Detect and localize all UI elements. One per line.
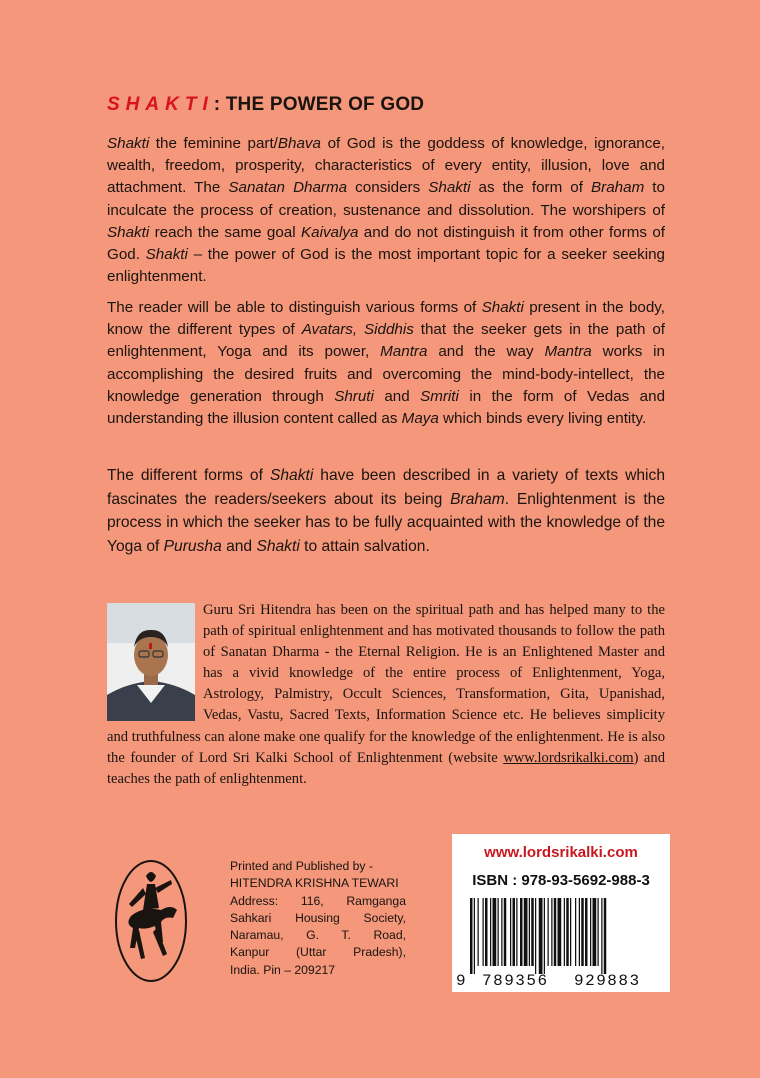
term: Sanatan Dharma: [228, 179, 348, 197]
barcode-bar: [593, 898, 597, 966]
barcode-bar: [558, 898, 562, 966]
publisher-info: [230, 858, 406, 979]
term: Shakti: [256, 537, 300, 555]
text: to inculcate the process of creation, sustenance and dissolution. The worshipers of: [107, 179, 665, 219]
term: Kaivalya: [301, 223, 359, 241]
barcode-bar: [493, 898, 497, 966]
barcode-bar: [513, 898, 516, 966]
text: and: [221, 537, 257, 555]
bio-text: Guru Sri Hitendra has been on the spiritual path and has helped many to the path of spiritual enlightenment and has motivated thousands to follow the path of Sanatan Dharma - the Eternal Religion. He is an Enlightened Master and has a vivid knowledge of the entire process of Enlightenment, Yoga, Astrology, Palmistry, Occult Sciences, Transformation, Gita, Upanishad, Vedas, Vastu, Sacred Texts, Information Science etc. He believes simplicity and truthfulness can alone make one qualify for the knowledge of the enlightenment. He is also the founder of Lord Sri Kalki School of Enlightenment (website: [107, 602, 665, 766]
barcode-bar: [504, 898, 507, 966]
barcode-bar: [498, 898, 499, 966]
term: Maya: [401, 410, 439, 428]
barcode-graphic: [466, 898, 660, 974]
barcode-bar: [604, 898, 607, 974]
title-shakti: SHAKTI: [107, 94, 214, 115]
text: and: [373, 387, 421, 405]
barcode-group-left: 789356: [482, 972, 549, 990]
barcode-bar: [548, 898, 549, 966]
barcode-bar: [539, 898, 543, 974]
barcode-bar: [478, 898, 479, 966]
barcode-bar: [551, 898, 552, 966]
publisher-line: Printed and Published by -: [230, 859, 373, 873]
text: that the seeker gets in the path of enlightenment, Yoga and its power,: [107, 321, 666, 361]
term: Shakti: [481, 299, 524, 316]
term: Braham: [450, 490, 505, 508]
barcode-bar: [524, 898, 528, 966]
isbn-label: ISBN : 978-93-5692-988-3: [472, 872, 650, 889]
barcode-bar: [564, 898, 565, 966]
barcode-url: www.lordsrikalki.com: [484, 844, 638, 861]
barcode-bar: [575, 898, 576, 966]
book-title: [107, 94, 424, 116]
address-line: India. Pin – 209217: [230, 962, 336, 977]
text: works in accomplishing the desired fruits and overcoming the mind-body-intellect, the knowledge generation through: [107, 343, 665, 405]
barcode-bar: [598, 898, 599, 966]
text: in the form of Vedas and understanding the illusion content called as: [107, 387, 666, 428]
term: Mantra: [544, 343, 592, 361]
barcode-bar: [601, 898, 602, 974]
barcode-panel: [452, 834, 670, 992]
barcode-lead-digit: 9: [456, 972, 466, 990]
title-rest: : THE POWER OF GOD: [213, 94, 425, 115]
term: Braham: [591, 179, 645, 197]
barcode-bar: [510, 898, 511, 966]
barcode-bar: [554, 898, 557, 966]
term: Smriti: [420, 387, 459, 405]
address-line: Address: 116, Ramganga: [230, 893, 406, 908]
text: – the power of God is the most important topic for a seeker seeking enlightenment.: [107, 246, 665, 286]
text: as the form of: [470, 179, 592, 197]
barcode-group-right: 929883: [574, 972, 641, 990]
term: Avatars, Siddhis: [301, 321, 414, 339]
barcode-bar: [579, 898, 580, 966]
publisher-name: HITENDRA KRISHNA TEWARI: [230, 876, 399, 891]
author-photo: [107, 603, 195, 721]
barcode-bar: [590, 898, 591, 966]
synopsis-paragraph-2: [107, 297, 665, 430]
text: to attain salvation.: [299, 537, 430, 555]
term: Bhava: [277, 135, 321, 152]
synopsis-paragraph-1: [107, 133, 665, 288]
term: Purusha: [163, 537, 222, 555]
author-bio: [107, 600, 665, 790]
barcode-bar: [585, 898, 588, 966]
synopsis-paragraph-3: [107, 464, 665, 558]
barcode-bar: [566, 898, 569, 966]
text: and the way: [427, 343, 545, 361]
address-line: Naramau, G. T. Road,: [230, 928, 406, 943]
text: and do not distinguish it from other forms of God.: [107, 223, 665, 264]
text: the feminine part/: [149, 135, 278, 152]
barcode-bar: [501, 898, 502, 966]
barcode-bar: [470, 898, 473, 974]
text: The different forms of: [107, 467, 270, 484]
address-line: Sahkari Housing Society,: [230, 910, 406, 925]
text: of God is the goddess of knowledge, ignorance, wealth, freedom, prosperity, characteristics of every entity, illusion, love and attachment. The: [107, 135, 665, 197]
term: Shakti: [107, 135, 150, 152]
barcode-bar: [516, 898, 517, 966]
barcode-bar: [483, 898, 484, 966]
term: Shruti: [334, 387, 374, 405]
text: have been described in a variety of texts which fascinates the readers/seekers about its being: [107, 467, 665, 508]
barcode-bar: [490, 898, 491, 966]
barcode-digits: [452, 972, 670, 990]
address-line: Kanpur (Uttar Pradesh),: [230, 945, 406, 960]
term: Shakti: [145, 246, 188, 264]
barcode-bar: [529, 898, 530, 966]
term: Shakti: [107, 223, 150, 241]
text: The reader will be able to distinguish various forms of: [107, 299, 482, 316]
text: . Enlightenment is the process in which the seeker has to be fully acquainted with the knowledge of the Yoga of: [107, 490, 665, 555]
barcode-bar: [531, 898, 534, 966]
text: present in the body, know the different types of: [107, 299, 665, 339]
term: Shakti: [269, 467, 314, 484]
text: reach the same goal: [149, 223, 301, 241]
bio-text-end: ) and teaches the path of enlightenment.: [107, 749, 665, 787]
website-link[interactable]: www.lordsrikalki.com: [503, 749, 634, 766]
barcode-bar: [581, 898, 584, 966]
text: which binds every living entity.: [438, 410, 647, 428]
barcode-bar: [474, 898, 475, 974]
barcode-bar: [520, 898, 523, 966]
term: Mantra: [380, 343, 428, 361]
kalki-horse-rider-icon: [113, 858, 189, 984]
barcode-bar: [544, 898, 545, 974]
text: considers: [347, 179, 429, 197]
barcode-bar: [570, 898, 571, 966]
term: Shakti: [428, 179, 471, 197]
barcode-bar: [535, 898, 536, 974]
barcode-bar: [485, 898, 488, 966]
